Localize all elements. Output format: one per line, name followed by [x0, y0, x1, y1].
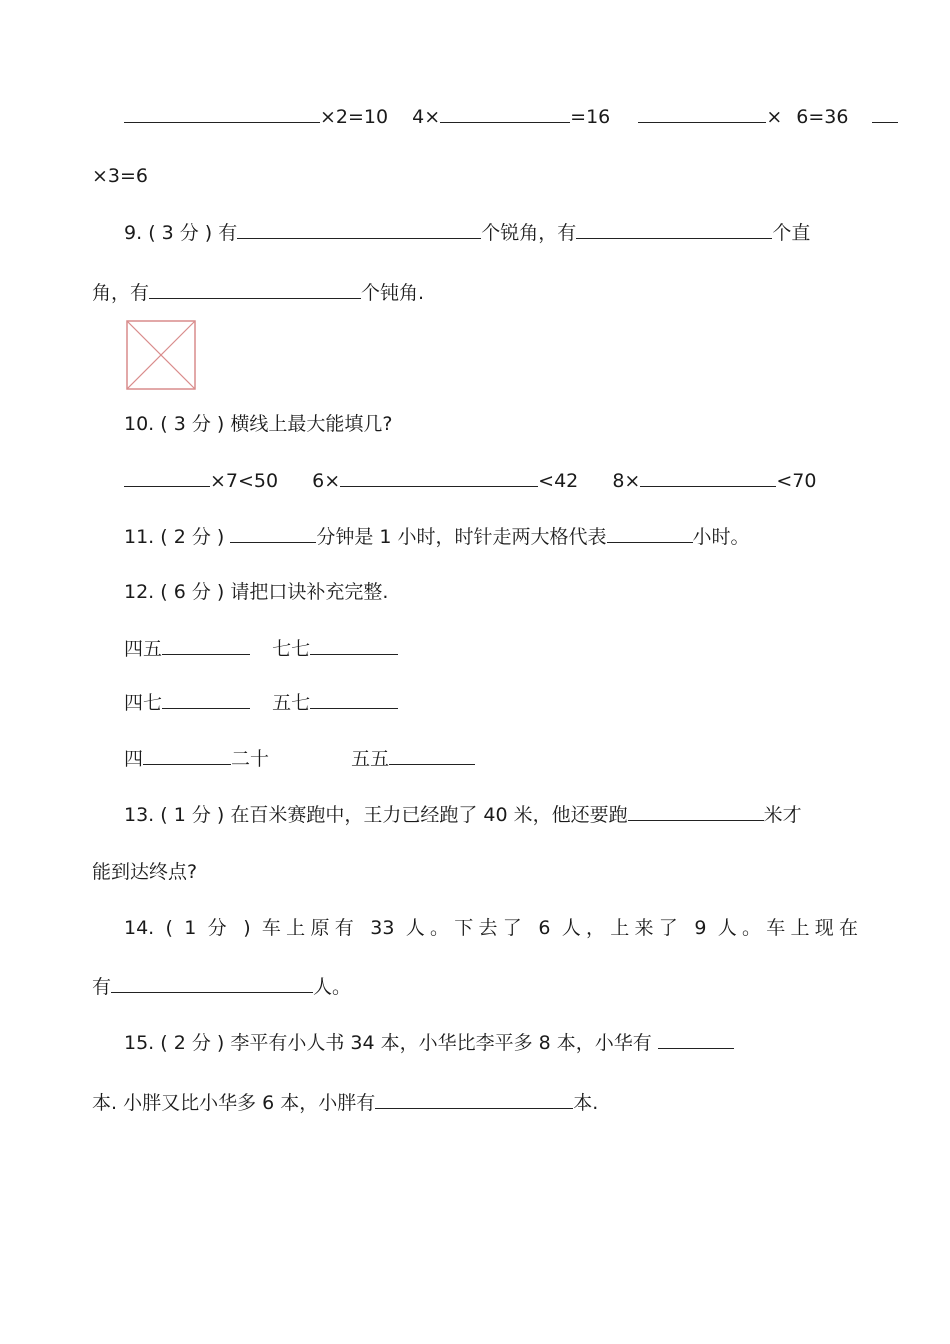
q12-prompt: 请把口诀补充完整. — [230, 581, 389, 603]
q9-text: 个钝角. — [361, 282, 425, 304]
answer-blank[interactable] — [310, 636, 398, 655]
answer-blank[interactable] — [149, 280, 361, 299]
q12-item: 四 — [124, 748, 144, 770]
q10-item: ×7<50 — [210, 470, 279, 492]
q12-item: 四五 — [124, 638, 163, 660]
q8-row1 — [124, 104, 898, 129]
q9-text: 个直 — [772, 222, 811, 244]
q13-text: 在百米赛跑中，王力已经跑了 40 米，他还要跑 — [230, 804, 628, 826]
q15-text: 李平有小人书 34 本，小华比李平多 8 本，小华有 — [230, 1032, 652, 1054]
q11-text: 分钟是 1 小时，时针走两大格代表 — [316, 526, 607, 548]
answer-blank[interactable] — [340, 468, 538, 487]
question-number: 11. — [124, 526, 155, 548]
q12-item: 四七 — [124, 692, 163, 714]
q8-b-prefix: 4× — [412, 106, 441, 128]
answer-blank[interactable] — [162, 690, 250, 709]
answer-blank[interactable] — [638, 104, 766, 123]
q8-c-tail: 6=36 — [796, 106, 849, 128]
q12-item: 七七 — [272, 638, 311, 660]
answer-blank[interactable] — [628, 802, 764, 821]
q8-b-suffix: =16 — [570, 106, 611, 128]
q9-text: 个锐角，有 — [481, 222, 577, 244]
q14-text: 车上原有 33 人。下去了 6 人，上来了 9 人。车上现在 — [261, 917, 859, 939]
answer-blank[interactable] — [658, 1030, 734, 1049]
question-score: ( 1 分 ) — [160, 804, 225, 826]
q10-line2 — [124, 468, 816, 493]
q9-line1 — [124, 220, 810, 245]
answer-blank[interactable] — [111, 974, 313, 993]
q12-row3 — [124, 746, 475, 771]
answer-blank[interactable] — [576, 220, 772, 239]
q8-c-suffix: × — [766, 106, 783, 128]
answer-blank[interactable] — [143, 746, 231, 765]
question-score: ( 1 分 ) — [165, 917, 251, 939]
question-number: 13. — [124, 804, 155, 826]
q10-item: <70 — [776, 470, 817, 492]
q12-row2 — [124, 690, 398, 715]
q12-line1 — [124, 580, 388, 604]
square-with-diagonals-figure — [126, 320, 196, 390]
answer-blank[interactable] — [310, 690, 398, 709]
q14-text: 人。 — [313, 976, 352, 998]
answer-blank[interactable] — [389, 746, 475, 765]
question-number: 12. — [124, 581, 155, 603]
question-score: ( 2 分 ) — [160, 526, 225, 548]
q15-text: 本. 小胖又比小华多 6 本，小胖有 — [92, 1092, 376, 1114]
question-score: ( 6 分 ) — [160, 581, 225, 603]
q14-line2 — [92, 974, 351, 999]
answer-blank[interactable] — [124, 104, 320, 123]
q13-line2: 能到达终点? — [92, 861, 198, 883]
q9-line2 — [92, 280, 424, 305]
q15-text: 本. — [573, 1092, 599, 1114]
q10-prompt: 横线上最大能填几? — [230, 413, 393, 435]
question-number: 10. — [124, 413, 155, 435]
q9-text: 有 — [218, 222, 238, 244]
answer-blank[interactable] — [640, 468, 776, 487]
answer-blank[interactable] — [607, 524, 693, 543]
question-number: 9. — [124, 222, 143, 244]
answer-blank[interactable] — [237, 220, 481, 239]
q11-line1 — [124, 524, 750, 549]
q9-text: 角，有 — [92, 282, 150, 304]
question-score: ( 2 分 ) — [160, 1032, 225, 1054]
q8-a-suffix: ×2=10 — [320, 106, 389, 128]
question-score: ( 3 分 ) — [160, 413, 225, 435]
q15-line2 — [92, 1090, 598, 1115]
answer-blank[interactable] — [872, 104, 898, 123]
q13-text: 米才 — [763, 804, 802, 826]
q12-item: 五七 — [272, 692, 311, 714]
q14-text: 有 — [92, 976, 112, 998]
q11-text: 小时。 — [692, 526, 750, 548]
question-number: 15. — [124, 1032, 155, 1054]
answer-blank[interactable] — [230, 524, 316, 543]
q15-line1 — [124, 1030, 734, 1055]
answer-blank[interactable] — [375, 1090, 573, 1109]
answer-blank[interactable] — [440, 104, 570, 123]
q12-row1 — [124, 636, 398, 661]
q8-row2: ×3=6 — [92, 165, 149, 187]
q10-line1 — [124, 412, 392, 436]
q10-item: <42 — [538, 470, 579, 492]
q10-item: 8× — [612, 470, 641, 492]
q10-item: 6× — [312, 470, 341, 492]
answer-blank[interactable] — [162, 636, 250, 655]
q14-line1 — [124, 916, 858, 940]
question-score: ( 3 分 ) — [148, 222, 213, 244]
q13-line1 — [124, 802, 802, 827]
question-number: 14. — [124, 917, 155, 939]
q12-item: 二十 — [231, 748, 270, 770]
q12-item: 五五 — [351, 748, 390, 770]
answer-blank[interactable] — [124, 468, 210, 487]
